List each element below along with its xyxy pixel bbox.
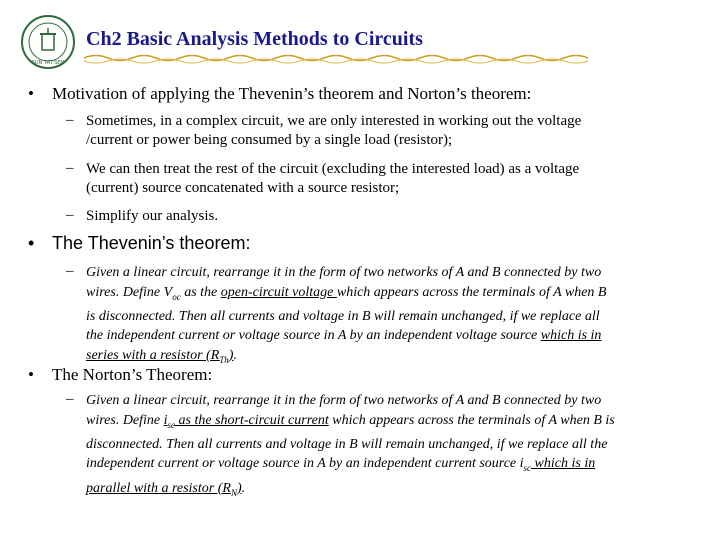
- page-title: Ch2 Basic Analysis Methods to Circuits: [86, 28, 423, 50]
- title-underline-ornament: [84, 52, 594, 66]
- dash: –: [66, 391, 74, 407]
- svg-text:SUN YAT-SEN: SUN YAT-SEN: [31, 60, 65, 66]
- motivation-heading: • Motivation of applying the Thevenin’s theorem and Norton’s theorem:: [28, 84, 532, 103]
- list-item: Sometimes, in a complex circuit, we are only interested in working out the voltage /current or power being consumed by a single load (resistor);: [86, 113, 582, 148]
- dash: –: [66, 160, 74, 176]
- dash: –: [66, 207, 74, 223]
- list-item: Simplify our analysis.: [86, 208, 219, 224]
- bullet: •: [28, 233, 35, 253]
- university-logo: [20, 14, 76, 70]
- thevenin-paragraph: Given a linear circuit, rearrange it in the form of two networks of A and B connected by two wires. Define $V_{oc}$ as the open-circuit voltage which appears across the terminals of A when B is disconnected. Then all currents and voltage in B will remain unchanged, if we replace all the independent current or voltage source in A by an independent voltage source which is in series with a resistor $(R_{Th})$.: [86, 265, 607, 365]
- bullet: •: [28, 365, 34, 384]
- norton-heading: • The Norton’s Theorem:: [28, 365, 213, 384]
- thevenin-heading: • The Thevenin’s theorem:: [28, 233, 251, 253]
- list-item: We can then treat the rest of the circuit (excluding the interested load) as a voltage (current) source concatenated with a source resistor;: [86, 161, 580, 196]
- university-seal-icon: [20, 14, 76, 70]
- bullet: •: [28, 84, 34, 103]
- norton-paragraph: Given a linear circuit, rearrange it in the form of two networks of A and B connected by two wires. Define $i_{sc}$ as the short-circuit current which appears across the terminals of A when B is disconnected. Then all currents and voltage in B will remain unchanged, if we replace all the independent current or voltage source in A by an independent current source $i_{sc}$ which is in parallel with a resistor $(R_N)$.: [86, 393, 615, 498]
- dash: –: [66, 263, 74, 279]
- dash: –: [66, 112, 74, 128]
